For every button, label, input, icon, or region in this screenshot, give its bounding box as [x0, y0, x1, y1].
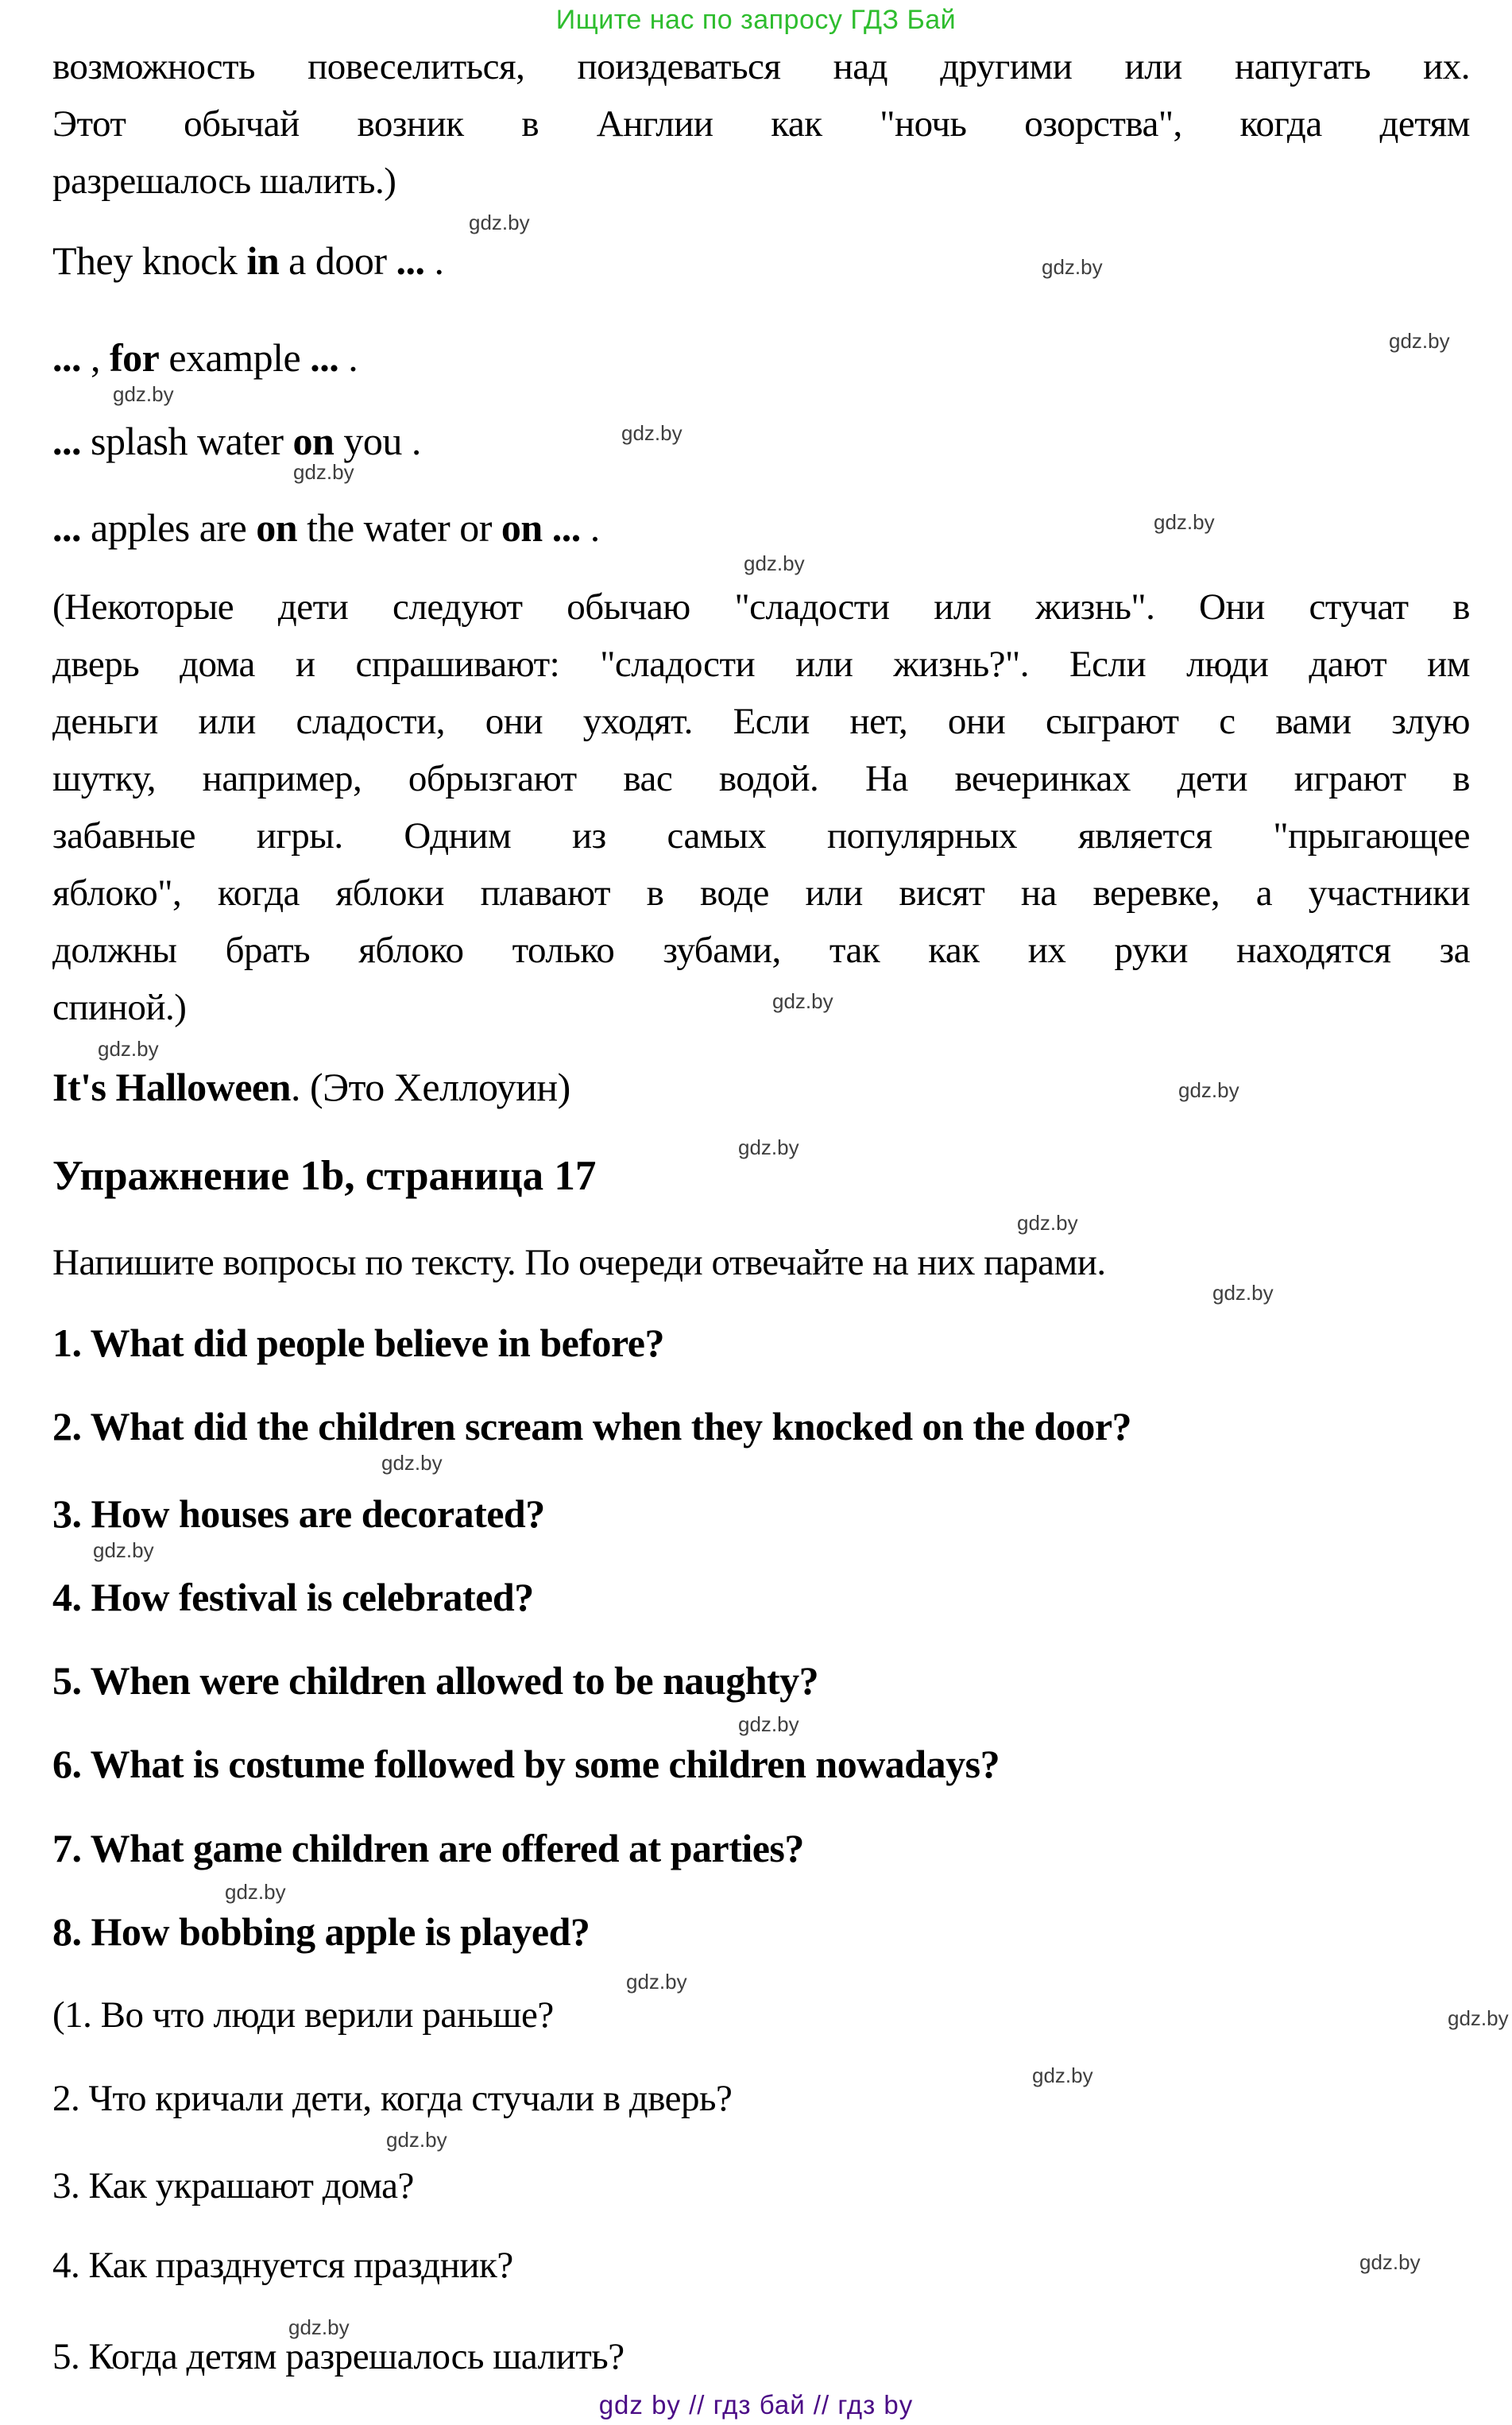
gdz-watermark: gdz.by	[1389, 329, 1450, 353]
gdz-watermark: gdz.by	[1448, 2006, 1509, 2030]
answer-bold-segment: on	[256, 505, 298, 550]
answer-text-segment	[543, 505, 552, 550]
gdz-watermark: gdz.by	[469, 211, 530, 234]
paragraph-line: разрешалось шалить.)	[52, 161, 396, 202]
answer-text-segment: They knock	[52, 238, 247, 283]
gdz-watermark: gdz.by	[1154, 510, 1215, 534]
answer-text-segment: ,	[81, 335, 110, 380]
task-instruction: Напишите вопросы по тексту. По очереди отвечайте на них парами.	[52, 1242, 1106, 1283]
answer-bold-segment: ...	[52, 335, 81, 380]
answer-bold-segment: on	[292, 419, 334, 463]
question-item-en: 6. What is costume followed by some children nowadays?	[52, 1742, 1000, 1786]
gdz-watermark: gdz.by	[1178, 1078, 1239, 1102]
gdz-watermark: gdz.by	[381, 1451, 443, 1475]
paragraph-line: шутку, например, обрызгают вас водой. На вечеринках дети играют в	[52, 758, 1470, 799]
question-item-ru: 2. Что кричали дети, когда стучали в дверь?	[52, 2078, 733, 2119]
gdz-watermark: gdz.by	[293, 460, 354, 484]
paragraph-line: (Некоторые дети следуют обычаю "сладости или жизнь". Они стучат в	[52, 586, 1470, 628]
paragraph-line: деньги или сладости, они уходят. Если нет, они сыграют с вами злую	[52, 701, 1470, 742]
question-item-en: 7. What game children are offered at parties?	[52, 1826, 804, 1870]
answer-text-segment: .	[424, 238, 444, 283]
answer-text-segment: example	[159, 335, 311, 380]
paragraph-line: возможность повеселиться, поиздеваться над другими или напугать их.	[52, 46, 1470, 87]
gdz-watermark: gdz.by	[738, 1135, 799, 1159]
site-header-text: Ищите нас по запросу ГДЗ Бай	[555, 5, 957, 35]
question-item-en: 2. What did the children scream when they knocked on the door?	[52, 1404, 1132, 1448]
gdz-watermark: gdz.by	[621, 421, 683, 445]
answer-bold-segment: ...	[52, 419, 81, 463]
gdz-watermark: gdz.by	[1042, 255, 1103, 279]
question-item-en: 5. When were children allowed to be naughty?	[52, 1658, 819, 1703]
question-item-en: 8. How bobbing apple is played?	[52, 1909, 590, 1954]
gdz-watermark: gdz.by	[626, 1970, 687, 1994]
paragraph-line: дверь дома и спрашивают: "сладости или жизнь?". Если люди дают им	[52, 644, 1470, 685]
question-item-en: 1. What did people believe in before?	[52, 1321, 664, 1365]
answer-bold-segment: It's Halloween	[52, 1065, 291, 1109]
translation-paragraph-main	[52, 578, 1470, 1036]
fill-in-answer-line	[52, 502, 600, 553]
site-footer-text: gdz by // гдз бай // гдз by	[598, 2390, 914, 2419]
question-item-ru: 3. Как украшают дома?	[52, 2165, 414, 2206]
gdz-watermark: gdz.by	[1017, 1211, 1078, 1235]
gdz-watermark: gdz.by	[738, 1712, 799, 1736]
paragraph-line: спиной.)	[52, 987, 187, 1028]
question-item-ru: 5. Когда детям разрешалось шалить?	[52, 2336, 625, 2377]
question-item-ru: 4. Как празднуется праздник?	[52, 2245, 513, 2286]
answer-bold-segment: ...	[396, 238, 425, 283]
paragraph-line: яблоко", когда яблоки плавают в воде или висят на веревке, а участники	[52, 872, 1470, 914]
gdz-watermark: gdz.by	[1359, 2250, 1421, 2274]
fill-in-answer-line	[52, 416, 421, 466]
answer-text-segment: apples are	[81, 505, 257, 550]
gdz-watermark: gdz.by	[98, 1037, 159, 1061]
answer-text-segment: .	[338, 335, 358, 380]
gdz-watermark: gdz.by	[744, 551, 805, 575]
question-item-en: 4. How festival is celebrated?	[52, 1575, 534, 1619]
answer-bold-segment: on	[501, 505, 543, 550]
answer-text-segment: you .	[334, 419, 421, 463]
answer-bold-segment: ...	[551, 505, 581, 550]
question-item-ru: (1. Во что люди верили раньше?	[52, 1994, 554, 2036]
gdz-watermark: gdz.by	[1032, 2063, 1093, 2087]
answer-bold-segment: ...	[52, 505, 81, 550]
answer-text-segment: .	[580, 505, 600, 550]
fill-in-answer-line	[52, 332, 358, 383]
gdz-watermark: gdz.by	[93, 1538, 154, 1562]
gdz-watermark: gdz.by	[113, 382, 174, 406]
answer-text-segment: the water or	[297, 505, 501, 550]
paragraph-line: должны брать яблоко только зубами, так как их руки находятся за	[52, 930, 1470, 971]
exercise-heading: Упражнение 1b, страница 17	[52, 1153, 597, 1199]
answer-text-segment: . (Это Хеллоуин)	[290, 1065, 570, 1109]
paragraph-line: забавные игры. Одним из самых популярных является "прыгающее	[52, 815, 1470, 857]
answer-text-segment: splash water	[81, 419, 293, 463]
fill-in-answer-line	[52, 235, 443, 286]
translation-paragraph-top	[52, 38, 1470, 210]
answer-bold-segment: for	[110, 335, 160, 380]
paragraph-line: Этот обычай возник в Англии как "ночь озорства", когда детям	[52, 103, 1470, 145]
answer-text-segment: a door	[279, 238, 396, 283]
answer-bold-segment: ...	[310, 335, 339, 380]
gdz-watermark: gdz.by	[386, 2128, 447, 2152]
question-item-en: 3. How houses are decorated?	[52, 1491, 545, 1536]
gdz-watermark: gdz.by	[225, 1880, 286, 1904]
gdz-watermark: gdz.by	[1212, 1281, 1274, 1305]
gdz-watermark: gdz.by	[772, 989, 833, 1013]
gdz-watermark: gdz.by	[288, 2315, 350, 2339]
halloween-answer-line	[52, 1062, 570, 1112]
answer-bold-segment: in	[246, 238, 280, 283]
